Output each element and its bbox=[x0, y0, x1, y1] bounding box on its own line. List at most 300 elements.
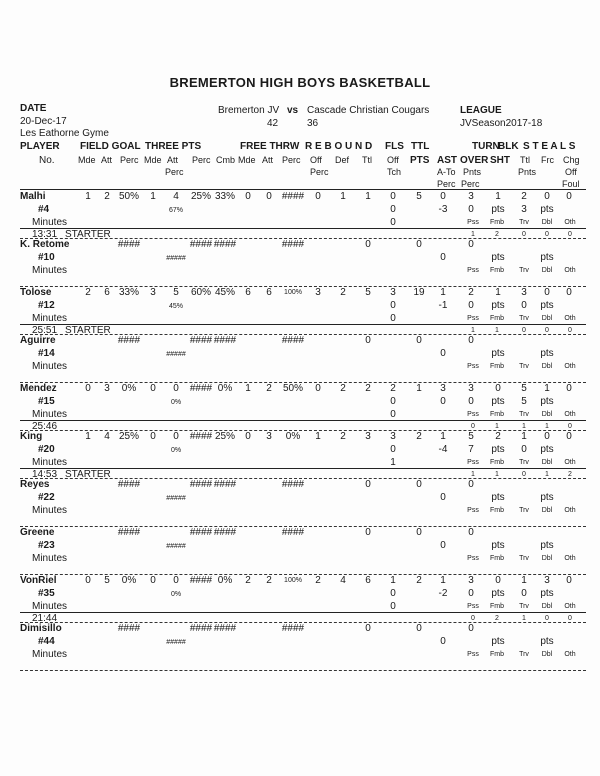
header-reb-off: Off bbox=[310, 155, 322, 165]
header-off: Off bbox=[565, 167, 577, 177]
player-name: Malhi bbox=[20, 191, 46, 202]
dbl-label: Dbl bbox=[541, 651, 553, 658]
steal-points: 3 bbox=[521, 204, 527, 215]
ft-made: 1 bbox=[245, 383, 251, 394]
combined-perc: #### bbox=[213, 623, 237, 634]
turnover-detail: 2 bbox=[568, 471, 572, 478]
header-blk: BLK bbox=[498, 141, 519, 152]
starter-tag: STARTER bbox=[65, 229, 111, 240]
assist-to: 0 bbox=[440, 396, 446, 407]
combined-perc: #### bbox=[213, 335, 237, 346]
turnovers: 0 bbox=[468, 479, 474, 490]
charges: 0 bbox=[566, 431, 572, 442]
three-perc: #### bbox=[189, 239, 213, 250]
header-player: PLAYER bbox=[20, 141, 60, 152]
turnover-detail: 0 bbox=[568, 327, 572, 334]
fg-made: 2 bbox=[85, 287, 91, 298]
turnover-detail: 1 bbox=[495, 423, 499, 430]
header-ft-perc: Perc bbox=[282, 155, 301, 165]
pss-label: Pss bbox=[467, 603, 479, 610]
block-pts-label: pts bbox=[491, 348, 505, 359]
fouls-tch: 0 bbox=[390, 409, 396, 420]
three-att: 0 bbox=[173, 383, 179, 394]
fouls-tch: 0 bbox=[390, 313, 396, 324]
steals: 5 bbox=[521, 383, 527, 394]
reb-ttl: 3 bbox=[365, 431, 371, 442]
total-points: 0 bbox=[416, 527, 422, 538]
player-name: Mendez bbox=[20, 383, 57, 394]
reb-def: 1 bbox=[340, 191, 346, 202]
header-three-pts: THREE PTS bbox=[145, 141, 202, 152]
turnover-detail: 0 bbox=[471, 615, 475, 622]
minutes-label: Minutes bbox=[32, 553, 68, 564]
reb-def: 2 bbox=[340, 287, 346, 298]
steals: 3 bbox=[521, 287, 527, 298]
three-perc-sub: ##### bbox=[166, 639, 186, 646]
assists: 3 bbox=[440, 383, 446, 394]
blocks: 0 bbox=[495, 575, 501, 586]
ft-perc: 50% bbox=[282, 383, 304, 394]
header-3p-perc-sub: Perc bbox=[165, 167, 184, 177]
reb-off: 0 bbox=[315, 383, 321, 394]
minutes-label: Minutes bbox=[32, 457, 68, 468]
turnover-detail: 1 bbox=[471, 231, 475, 238]
header-cmb: Cmb bbox=[216, 155, 236, 165]
steals: 1 bbox=[521, 575, 527, 586]
fouls: 0 bbox=[390, 191, 396, 202]
dbl-label: Dbl bbox=[541, 219, 553, 226]
combined-perc: #### bbox=[213, 239, 237, 250]
header-fg-perc: Perc bbox=[120, 155, 139, 165]
header-rebound: R E B O U N D bbox=[305, 141, 373, 152]
pss-label: Pss bbox=[467, 363, 479, 370]
fouls: 3 bbox=[390, 287, 396, 298]
total-points: 19 bbox=[413, 287, 425, 298]
ft-made: 2 bbox=[245, 575, 251, 586]
header-stl-pnts: Pnts bbox=[518, 167, 537, 177]
turnover-detail: 0 bbox=[522, 327, 526, 334]
header-ast: AST bbox=[437, 155, 457, 166]
assists: 1 bbox=[440, 287, 446, 298]
fouls-off: 0 bbox=[390, 396, 396, 407]
player-number: #15 bbox=[38, 396, 55, 407]
player-number: #44 bbox=[38, 636, 55, 647]
header-free-throw: FREE THRW bbox=[240, 141, 300, 152]
three-perc: #### bbox=[189, 575, 213, 586]
steal-pts-label: pts bbox=[540, 492, 554, 503]
row-underline bbox=[20, 468, 586, 469]
venue: Les Eathorne Gyme bbox=[20, 128, 109, 139]
assist-to: -3 bbox=[438, 204, 448, 215]
reb-ttl: 0 bbox=[365, 239, 371, 250]
fmb-label: Fmb bbox=[490, 507, 504, 514]
three-made: 0 bbox=[150, 431, 156, 442]
league-name: JVSeason2017-18 bbox=[460, 118, 543, 129]
total-points: 2 bbox=[416, 575, 422, 586]
header-3p-perc: Perc bbox=[192, 155, 211, 165]
blocks: 1 bbox=[495, 191, 501, 202]
combined-perc: 33% bbox=[214, 191, 236, 202]
three-perc-sub: 0% bbox=[170, 399, 182, 406]
ft-perc: #### bbox=[281, 527, 305, 538]
charges: 0 bbox=[566, 383, 572, 394]
header-pts: PTS bbox=[410, 155, 430, 166]
block-pts-label: pts bbox=[491, 252, 505, 263]
fmb-label: Fmb bbox=[490, 555, 504, 562]
league-label: LEAGUE bbox=[460, 105, 502, 116]
assist-to: -1 bbox=[438, 300, 448, 311]
turnover-detail: 1 bbox=[522, 615, 526, 622]
minutes-value: 13:31 bbox=[32, 229, 58, 240]
assists: 1 bbox=[440, 575, 446, 586]
dbl-label: Dbl bbox=[541, 267, 553, 274]
turnover-detail: 1 bbox=[522, 423, 526, 430]
minutes-label: Minutes bbox=[32, 265, 68, 276]
three-att: 5 bbox=[173, 287, 179, 298]
turnover-points: 0 bbox=[468, 300, 474, 311]
fg-att: 3 bbox=[104, 383, 110, 394]
header-a-to: A-To bbox=[437, 167, 456, 177]
assist-to: -4 bbox=[438, 444, 448, 455]
blocks: 0 bbox=[495, 383, 501, 394]
combined-perc: 0% bbox=[217, 383, 233, 394]
pss-label: Pss bbox=[467, 651, 479, 658]
header-field-goal: FIELD GOAL bbox=[80, 141, 141, 152]
three-perc-sub: 67% bbox=[168, 207, 184, 214]
header-ttl: TTL bbox=[411, 141, 430, 152]
player-name: K. Retome bbox=[20, 239, 70, 250]
trv-label: Trv bbox=[519, 555, 529, 562]
away-team: Cascade Christian Cougars bbox=[307, 105, 430, 116]
fouls-tch: 1 bbox=[390, 457, 396, 468]
player-number: #22 bbox=[38, 492, 55, 503]
turnover-detail: 1 bbox=[471, 327, 475, 334]
three-perc: #### bbox=[189, 479, 213, 490]
assist-to: -2 bbox=[438, 588, 448, 599]
steal-pts-label: pts bbox=[540, 396, 554, 407]
turnover-detail: 0 bbox=[568, 615, 572, 622]
dbl-label: Dbl bbox=[541, 507, 553, 514]
trv-label: Trv bbox=[519, 219, 529, 226]
ft-perc: #### bbox=[281, 239, 305, 250]
reb-def: 2 bbox=[340, 383, 346, 394]
turnover-detail: 0 bbox=[568, 231, 572, 238]
total-points: 5 bbox=[416, 191, 422, 202]
turnovers: 5 bbox=[468, 431, 474, 442]
fg-att: 4 bbox=[104, 431, 110, 442]
away-score: 36 bbox=[307, 118, 319, 129]
fg-perc: 0% bbox=[121, 575, 137, 586]
three-perc-sub: ##### bbox=[166, 255, 186, 262]
minutes-label: Minutes bbox=[32, 361, 68, 372]
dbl-label: Dbl bbox=[541, 363, 553, 370]
header-over: OVER bbox=[460, 155, 489, 166]
reb-ttl: 1 bbox=[365, 191, 371, 202]
minutes-value: 14:53 bbox=[32, 469, 58, 480]
fouls: 3 bbox=[390, 431, 396, 442]
combined-perc: 45% bbox=[214, 287, 236, 298]
three-att: 0 bbox=[173, 431, 179, 442]
fmb-label: Fmb bbox=[490, 411, 504, 418]
turnovers: 3 bbox=[468, 191, 474, 202]
total-points: 0 bbox=[416, 239, 422, 250]
dbl-label: Dbl bbox=[541, 459, 553, 466]
oth-label: Oth bbox=[564, 267, 576, 274]
row-underline bbox=[20, 612, 586, 613]
three-perc: 25% bbox=[190, 191, 212, 202]
three-perc: #### bbox=[189, 623, 213, 634]
header-stl-ttl: Ttl bbox=[520, 155, 530, 165]
steal-pts-label: pts bbox=[540, 540, 554, 551]
header-sht: SHT bbox=[490, 155, 510, 166]
header-frc: Frc bbox=[541, 155, 554, 165]
turnover-detail: 1 bbox=[545, 471, 549, 478]
trv-label: Trv bbox=[519, 507, 529, 514]
steal-pts-label: pts bbox=[540, 636, 554, 647]
steal-pts-label: pts bbox=[540, 300, 554, 311]
turnover-detail: 2 bbox=[495, 615, 499, 622]
fg-perc: #### bbox=[117, 479, 141, 490]
header-foul: Foul bbox=[562, 179, 580, 189]
turnover-detail: 1 bbox=[471, 471, 475, 478]
pss-label: Pss bbox=[467, 459, 479, 466]
pss-label: Pss bbox=[467, 315, 479, 322]
starter-tag: STARTER bbox=[65, 469, 111, 480]
combined-perc: #### bbox=[213, 479, 237, 490]
turnover-detail: 0 bbox=[522, 231, 526, 238]
assist-to: 0 bbox=[440, 492, 446, 503]
forced: 1 bbox=[544, 383, 550, 394]
total-points: 0 bbox=[416, 335, 422, 346]
header-fls-off: Off bbox=[387, 155, 399, 165]
trv-label: Trv bbox=[519, 363, 529, 370]
oth-label: Oth bbox=[564, 555, 576, 562]
oth-label: Oth bbox=[564, 507, 576, 514]
steal-points: 0 bbox=[521, 444, 527, 455]
trv-label: Trv bbox=[519, 315, 529, 322]
header-chg: Chg bbox=[563, 155, 580, 165]
three-att: 0 bbox=[173, 575, 179, 586]
ft-att: 6 bbox=[266, 287, 272, 298]
ft-perc: #### bbox=[281, 623, 305, 634]
minutes-value: 21:44 bbox=[32, 613, 58, 624]
pss-label: Pss bbox=[467, 507, 479, 514]
forced: 3 bbox=[544, 575, 550, 586]
block-pts-label: pts bbox=[491, 300, 505, 311]
fmb-label: Fmb bbox=[490, 267, 504, 274]
turnover-detail: 1 bbox=[495, 327, 499, 334]
player-name: Dimisillo bbox=[20, 623, 62, 634]
trv-label: Trv bbox=[519, 267, 529, 274]
minutes-label: Minutes bbox=[32, 601, 68, 612]
pss-label: Pss bbox=[467, 219, 479, 226]
fg-perc: 0% bbox=[121, 383, 137, 394]
player-number: #35 bbox=[38, 588, 55, 599]
ft-perc: 100% bbox=[284, 577, 302, 584]
minutes-label: Minutes bbox=[32, 217, 68, 228]
reb-off: 3 bbox=[315, 287, 321, 298]
steal-pts-label: pts bbox=[540, 444, 554, 455]
player-number: #12 bbox=[38, 300, 55, 311]
header-perc-ast: Perc bbox=[437, 179, 456, 189]
ft-att: 0 bbox=[266, 191, 272, 202]
block-pts-label: pts bbox=[491, 492, 505, 503]
row-underline bbox=[20, 324, 586, 325]
ft-att: 2 bbox=[266, 575, 272, 586]
trv-label: Trv bbox=[519, 603, 529, 610]
header-reb-def: Def bbox=[335, 155, 350, 165]
steals: 1 bbox=[521, 431, 527, 442]
charges: 0 bbox=[566, 575, 572, 586]
trv-label: Trv bbox=[519, 459, 529, 466]
row-underline bbox=[20, 228, 586, 229]
header-pnts: Pnts bbox=[463, 167, 482, 177]
fmb-label: Fmb bbox=[490, 219, 504, 226]
turnover-detail: 0 bbox=[471, 423, 475, 430]
three-perc-sub: 45% bbox=[168, 303, 184, 310]
fg-perc: #### bbox=[117, 239, 141, 250]
steal-pts-label: pts bbox=[540, 348, 554, 359]
steal-pts-label: pts bbox=[540, 588, 554, 599]
header-fg-att: Att bbox=[101, 155, 113, 165]
dbl-label: Dbl bbox=[541, 603, 553, 610]
header-3p-mde: Mde bbox=[144, 155, 162, 165]
player-name: Greene bbox=[20, 527, 55, 538]
turnover-detail: 0 bbox=[545, 327, 549, 334]
player-name: Tolose bbox=[20, 287, 52, 298]
minutes-label: Minutes bbox=[32, 409, 68, 420]
game-date: 20-Dec-17 bbox=[20, 116, 67, 127]
three-perc: #### bbox=[189, 383, 213, 394]
fg-made: 0 bbox=[85, 575, 91, 586]
fg-att: 2 bbox=[104, 191, 110, 202]
three-made: 3 bbox=[150, 287, 156, 298]
block-pts-label: pts bbox=[491, 204, 505, 215]
three-perc: 60% bbox=[190, 287, 212, 298]
header-fls: FLS bbox=[385, 141, 404, 152]
steals: 2 bbox=[521, 191, 527, 202]
dbl-label: Dbl bbox=[541, 555, 553, 562]
date-label: DATE bbox=[20, 103, 47, 114]
player-name: Aguirre bbox=[20, 335, 56, 346]
fg-made: 1 bbox=[85, 191, 91, 202]
fmb-label: Fmb bbox=[490, 459, 504, 466]
assist-to: 0 bbox=[440, 540, 446, 551]
turnovers: 0 bbox=[468, 239, 474, 250]
steal-pts-label: pts bbox=[540, 252, 554, 263]
three-att: 4 bbox=[173, 191, 179, 202]
turnover-detail: 1 bbox=[495, 471, 499, 478]
reb-off: 0 bbox=[315, 191, 321, 202]
player-name: Reyes bbox=[20, 479, 50, 490]
header-divider bbox=[20, 189, 586, 190]
fouls: 2 bbox=[390, 383, 396, 394]
oth-label: Oth bbox=[564, 315, 576, 322]
player-number: #20 bbox=[38, 444, 55, 455]
steal-points: 0 bbox=[521, 300, 527, 311]
block-pts-label: pts bbox=[491, 636, 505, 647]
header-turn: TURN bbox=[472, 141, 500, 152]
turnover-detail: 1 bbox=[545, 423, 549, 430]
three-perc: #### bbox=[189, 431, 213, 442]
three-perc-sub: 0% bbox=[170, 447, 182, 454]
turnover-detail: 0 bbox=[545, 615, 549, 622]
ft-att: 2 bbox=[266, 383, 272, 394]
oth-label: Oth bbox=[564, 603, 576, 610]
three-made: 1 bbox=[150, 191, 156, 202]
turnovers: 0 bbox=[468, 623, 474, 634]
fmb-label: Fmb bbox=[490, 651, 504, 658]
player-number: #4 bbox=[38, 204, 50, 215]
player-name: King bbox=[20, 431, 43, 442]
reb-ttl: 0 bbox=[365, 623, 371, 634]
turnover-points: 0 bbox=[468, 396, 474, 407]
forced: 0 bbox=[544, 287, 550, 298]
combined-perc: #### bbox=[213, 527, 237, 538]
header-ft-mde: Mde bbox=[238, 155, 256, 165]
assists: 1 bbox=[440, 431, 446, 442]
ft-perc: #### bbox=[281, 335, 305, 346]
ft-att: 3 bbox=[266, 431, 272, 442]
minutes-label: Minutes bbox=[32, 505, 68, 516]
three-perc-sub: 0% bbox=[170, 591, 182, 598]
oth-label: Oth bbox=[564, 651, 576, 658]
player-name: VonRiel bbox=[20, 575, 57, 586]
oth-label: Oth bbox=[564, 219, 576, 226]
page-title: BREMERTON HIGH BOYS BASKETBALL bbox=[169, 75, 431, 90]
total-points: 0 bbox=[416, 623, 422, 634]
row-underline bbox=[20, 420, 586, 421]
dbl-label: Dbl bbox=[541, 411, 553, 418]
blocks: 2 bbox=[495, 431, 501, 442]
combined-perc: 25% bbox=[214, 431, 236, 442]
header-tch: Tch bbox=[387, 167, 402, 177]
assist-to: 0 bbox=[440, 348, 446, 359]
reb-ttl: 0 bbox=[365, 479, 371, 490]
charges: 0 bbox=[566, 287, 572, 298]
forced: 0 bbox=[544, 431, 550, 442]
three-perc-sub: ##### bbox=[166, 495, 186, 502]
block-pts-label: pts bbox=[491, 444, 505, 455]
block-pts-label: pts bbox=[491, 588, 505, 599]
ft-perc: 0% bbox=[285, 431, 301, 442]
fouls-off: 0 bbox=[390, 204, 396, 215]
vs-label: vs bbox=[287, 105, 299, 116]
trv-label: Trv bbox=[519, 651, 529, 658]
ft-made: 0 bbox=[245, 431, 251, 442]
turnover-detail: 0 bbox=[568, 423, 572, 430]
header-reb-ttl: Ttl bbox=[362, 155, 372, 165]
pss-label: Pss bbox=[467, 267, 479, 274]
player-number: #10 bbox=[38, 252, 55, 263]
starter-tag: STARTER bbox=[65, 325, 111, 336]
reb-ttl: 0 bbox=[365, 527, 371, 538]
home-team: Bremerton JV bbox=[218, 105, 280, 116]
forced: 0 bbox=[544, 191, 550, 202]
block-pts-label: pts bbox=[491, 396, 505, 407]
three-made: 0 bbox=[150, 383, 156, 394]
header-fg-mde: Mde bbox=[78, 155, 96, 165]
combined-perc: 0% bbox=[217, 575, 233, 586]
three-perc: #### bbox=[189, 527, 213, 538]
fg-made: 1 bbox=[85, 431, 91, 442]
reb-off: 1 bbox=[315, 431, 321, 442]
fouls: 1 bbox=[390, 575, 396, 586]
header-3p-att: Att bbox=[167, 155, 179, 165]
total-points: 0 bbox=[416, 479, 422, 490]
fg-att: 6 bbox=[104, 287, 110, 298]
ft-perc: #### bbox=[281, 191, 305, 202]
